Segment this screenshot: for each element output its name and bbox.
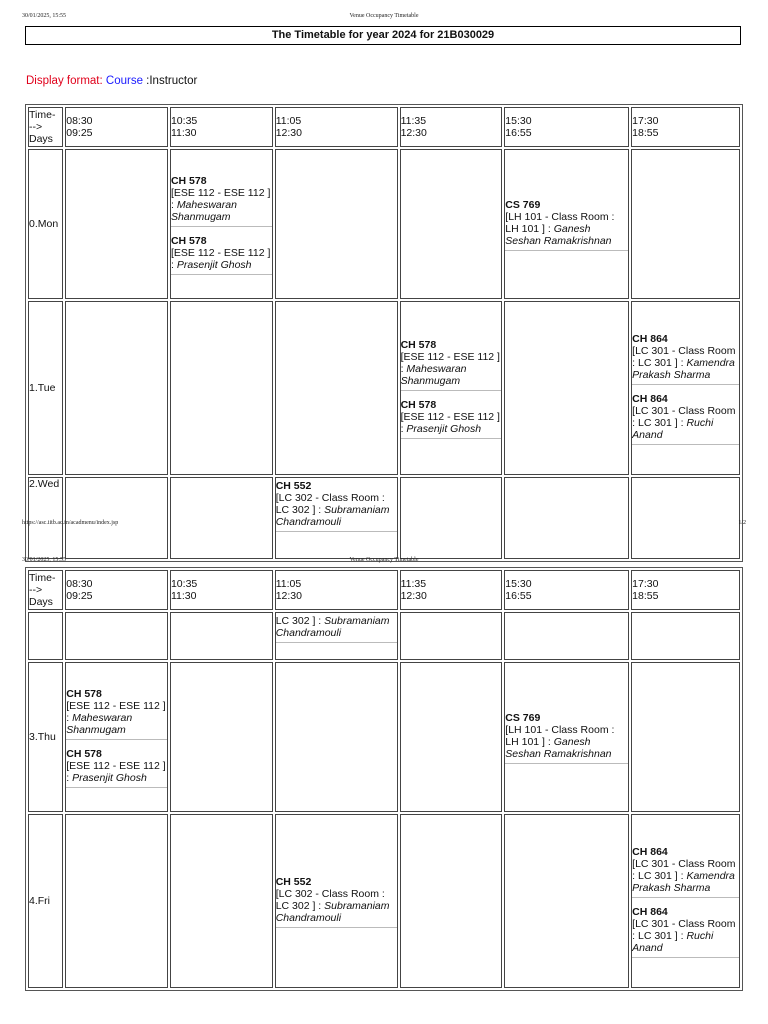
timetable-cell [275,662,398,812]
timetable-cell [170,662,273,812]
time-slot-header: 10:35 11:30 [170,107,273,147]
course-entry [505,197,628,251]
day-label [28,612,63,660]
course-room: [ESE 112 - ESE 112 ] : [400,351,500,375]
time-slot-header: 11:05 12:30 [275,107,398,147]
timetable-cell [275,149,398,299]
day-row [28,612,740,660]
course-room: [LC 302 - Class Room : LC 302 ] : [275,492,385,516]
print-header-title-page2: Venue Occupancy Timetable [349,557,419,563]
day-label: 4.Fri [28,814,63,988]
course-instructor: Subramaniam Chandramouli [275,900,390,924]
timetable-cell [631,301,740,475]
course-instructor: Maheswaran Shanmugam [400,363,467,387]
timetable-cell [504,814,629,988]
course-instructor: Prasenjit Ghosh [406,423,482,435]
time-slot-header: 11:35 12:30 [400,107,503,147]
timetable-cell [400,477,503,559]
day-label: 2.Wed [28,477,63,559]
course-code: CH 578 [170,175,207,187]
timetable-cell [65,612,168,660]
course-room: LC 302 ] : [275,615,325,627]
display-format-label: Display format: [26,75,103,87]
course-code: CS 769 [505,712,541,724]
time-slot-header: 15:30 16:55 [504,570,629,610]
day-row [28,301,740,475]
timetable-cell [631,814,740,988]
timetable-cell [400,149,503,299]
course-code: CH 578 [400,339,437,351]
timetable-title: The Timetable for year 2024 for 21B030029 [25,26,741,45]
timetable-cell [65,149,168,299]
print-header-title: Venue Occupancy Timetable [349,13,419,19]
timetable-cell [170,814,273,988]
course-instructor: Prasenjit Ghosh [176,259,252,271]
timetable-cell [275,301,398,475]
timetable-cell [65,301,168,475]
time-slot-header: 10:35 11:30 [170,570,273,610]
time-slot-header: 17:30 18:55 [631,107,740,147]
timetable-cell [65,814,168,988]
print-url: https://asc.iitb.ac.in/acadmenu/index.jsp [22,520,119,526]
day-row [28,149,740,299]
course-entry [632,904,739,958]
timetable-cell [504,612,629,660]
course-entry [276,874,397,928]
course-code: CH 552 [275,480,312,492]
timetable-page2-viewport [0,567,768,994]
course-room: [LC 302 - Class Room : LC 302 ] : [275,888,385,912]
course-room: [ESE 112 - ESE 112 ] : [66,760,166,784]
course-room: [LC 301 - Class Room : LC 301 ] : [632,405,736,429]
day-label: 0.Mon [28,149,63,299]
course-instructor: Ganesh Seshan Ramakrishnan [505,223,612,247]
timetable-cell [65,662,168,812]
course-entry [632,331,739,385]
course-room: [ESE 112 - ESE 112 ] : [400,411,500,435]
course-instructor: Kamendra Prakash Sharma [632,357,735,381]
days-header-cell: Time- --> Days [28,107,63,147]
course-entry [401,397,502,439]
course-entry [505,710,628,764]
day-row [28,814,740,988]
course-code: CH 864 [632,846,668,858]
timetable-cell [275,477,398,559]
timetable-cell [275,612,398,660]
course-entry [632,391,739,445]
display-format-instructor: :Instructor [146,75,198,87]
course-room: [LH 101 - Class Room : LH 101 ] : [505,724,615,748]
timetable-cell [170,612,273,660]
course-instructor: Maheswaran Shanmugam [66,712,133,736]
day-row [28,662,740,812]
course-code: CH 578 [400,399,437,411]
time-slot-header: 08:30 09:25 [65,107,168,147]
timetable-cell [631,662,740,812]
timetable-cell [631,149,740,299]
timetable-cell [504,662,629,812]
course-code: CH 552 [275,876,312,888]
time-slot-header: 17:30 18:55 [631,570,740,610]
print-timestamp: 30/01/2025, 15:55 [22,13,67,19]
time-slot-header: 15:30 16:55 [504,107,629,147]
timetable-cell [400,612,503,660]
course-code: CH 864 [632,333,668,345]
day-label: 1.Tue [28,301,63,475]
course-entry [171,233,272,275]
print-page-number: 1/2 [738,520,746,526]
course-code: CH 578 [66,748,102,760]
course-entry [276,478,397,532]
timetable-cell [400,814,503,988]
course-instructor: Ganesh Seshan Ramakrishnan [505,736,612,760]
course-room: [ESE 112 - ESE 112 ] : [170,247,271,271]
timetable-cell [170,301,273,475]
timetable-cell [631,477,740,559]
course-instructor: Ruchi Anand [632,930,714,954]
timetable-cell [170,149,273,299]
course-instructor: Kamendra Prakash Sharma [632,870,735,894]
course-room: [ESE 112 - ESE 112 ] : [66,700,166,724]
header-row [28,107,740,147]
course-instructor: Maheswaran Shanmugam [170,199,237,223]
course-room: [LC 301 - Class Room : LC 301 ] : [632,345,736,369]
header-row [28,570,740,610]
course-code: CH 864 [632,393,668,405]
course-code: CS 769 [505,199,541,211]
course-room: [LC 301 - Class Room : LC 301 ] : [632,858,736,882]
timetable-cell [631,612,740,660]
timetable-cell [400,301,503,475]
course-instructor: Ruchi Anand [632,417,714,441]
course-entry [632,844,739,898]
course-entry [171,173,272,227]
timetable-page2 [25,567,743,991]
course-entry [66,746,167,788]
course-code: CH 578 [170,235,207,247]
timetable-cell [65,477,168,559]
time-slot-header: 11:05 12:30 [275,570,398,610]
course-instructor: Prasenjit Ghosh [72,772,147,784]
course-instructor: Subramaniam Chandramouli [275,615,390,639]
print-timestamp-page2: 30/01/2025, 15:55 [22,557,67,563]
course-room: [LH 101 - Class Room : LH 101 ] : [505,211,615,235]
course-entry [66,686,167,740]
time-slot-header: 08:30 09:25 [65,570,168,610]
display-format-legend [26,75,197,87]
timetable-cell [504,149,629,299]
day-label: 3.Thu [28,662,63,812]
timetable-cell [504,301,629,475]
course-code: CH 578 [66,688,102,700]
time-slot-header: 11:35 12:30 [400,570,503,610]
course-entry [276,613,397,643]
course-instructor: Subramaniam Chandramouli [275,504,390,528]
course-code: CH 864 [632,906,668,918]
timetable-cell [170,477,273,559]
timetable-cell [400,662,503,812]
timetable-cell [275,814,398,988]
course-room: [ESE 112 - ESE 112 ] : [170,187,271,211]
timetable-cell [504,477,629,559]
display-format-course: Course [105,75,143,87]
course-room: [LC 301 - Class Room : LC 301 ] : [632,918,736,942]
day-row [28,477,740,559]
days-header-cell: Time- --> Days [28,570,63,610]
timetable-page1 [25,104,743,562]
course-entry [401,337,502,391]
